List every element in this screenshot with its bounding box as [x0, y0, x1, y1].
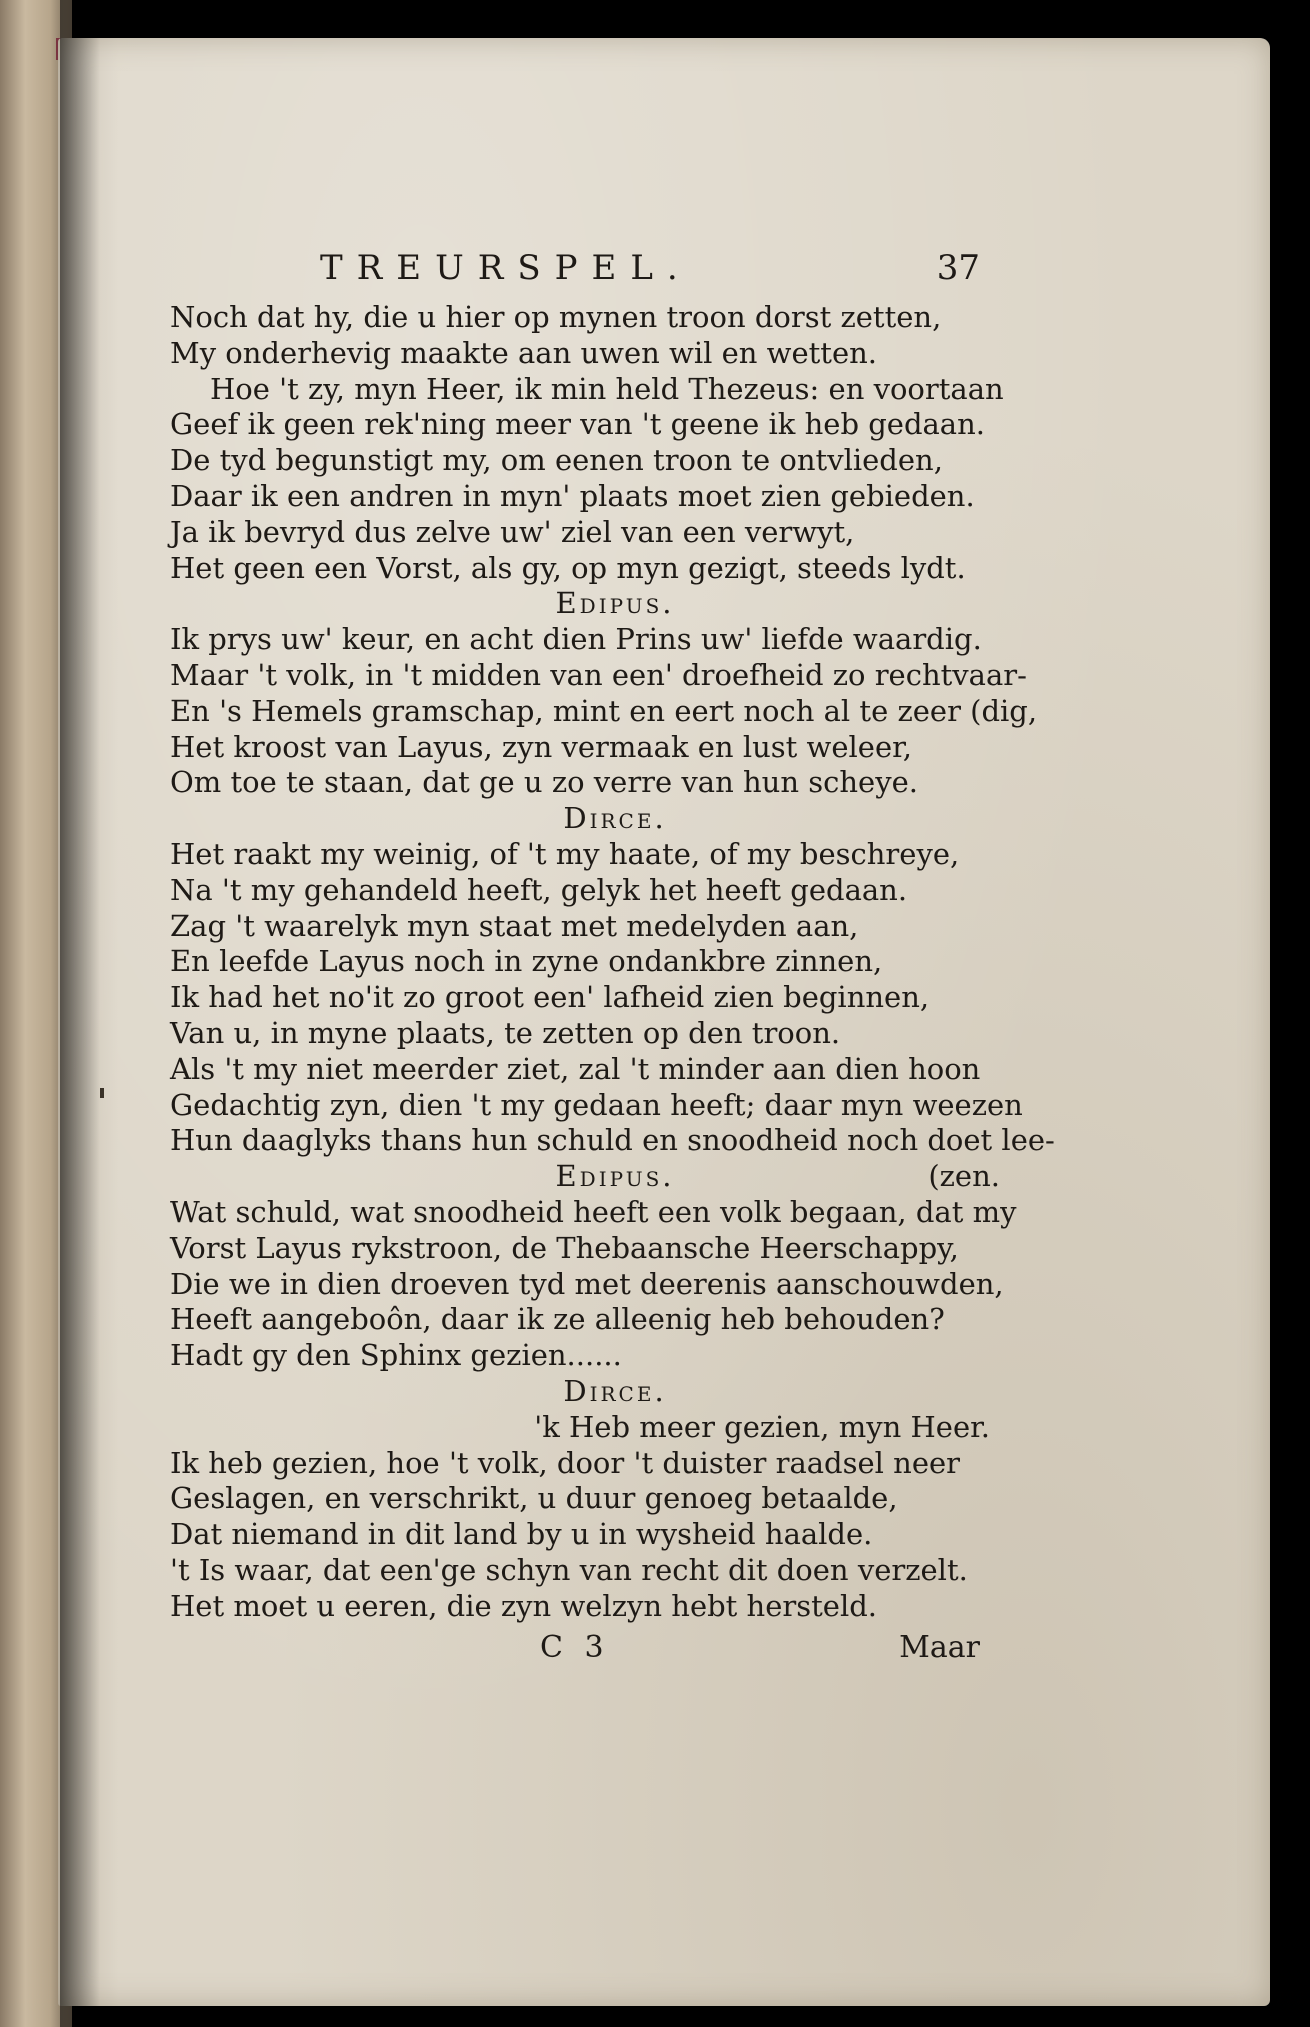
verse-line: Die we in dien droeven tyd met deerenis aanschouwden,	[170, 1266, 1004, 1301]
verse-line: Van u, in myne plaats, te zetten op den troon.	[170, 1015, 841, 1050]
speaker-name: Edipus.	[555, 1159, 675, 1194]
page-header	[170, 240, 1020, 296]
verse-line: Wat schuld, wat snoodheid heeft een volk begaan, dat my	[170, 1194, 1017, 1229]
catchword: Maar	[899, 1630, 980, 1666]
verse-line: Geslagen, en verschrikt, u duur genoeg betaalde,	[170, 1481, 898, 1516]
verse-line: 'k Heb meer gezien, myn Heer.	[534, 1409, 990, 1444]
verse-line: My onderhevig maakte aan uwen wil en wetten.	[170, 335, 878, 370]
page-number: 37	[936, 248, 980, 288]
verse-line: Daar ik een andren in myn' plaats moet zien gebieden.	[170, 478, 975, 513]
verse-line: En 's Hemels gramschap, mint en eert noch al te zeer (dig,	[170, 693, 1038, 728]
speaker-name: Dirce.	[563, 801, 667, 836]
verse-line: Ik prys uw' keur, en acht dien Prins uw' liefde waardig.	[170, 622, 982, 657]
verse-line: Ik heb gezien, hoe 't volk, door 't duister raadsel neer	[170, 1445, 961, 1480]
verse-line: Heeft aangeboôn, daar ik ze alleenig heb behouden?	[170, 1302, 945, 1337]
verse-line: Hun daaglyks thans hun schuld en snoodheid noch doet lee-	[170, 1123, 1055, 1158]
verse-line: Hadt gy den Sphinx gezien......	[170, 1338, 622, 1373]
turnover-text: (zen.	[928, 1159, 1000, 1194]
gutter-shadow	[60, 0, 100, 2027]
verse-line: Om toe te staan, dat ge u zo verre van hun scheye.	[170, 765, 918, 800]
verse-line: Het moet u eeren, die zyn welzyn hebt hersteld.	[170, 1588, 878, 1623]
verse-line: Ik had het no'it zo groot een' lafheid zien beginnen,	[170, 980, 930, 1015]
verse-line: Het raakt my weinig, of 't my haate, of my beschreye,	[170, 836, 960, 871]
verse-line: Ja ik bevryd dus zelve uw' ziel van een verwyt,	[170, 514, 855, 549]
verse-line: Noch dat hy, die u hier op mynen troon dorst zetten,	[170, 300, 942, 334]
verse-line: Geef ik geen rek'ning meer van 't geene ik heb gedaan.	[170, 407, 985, 442]
verse-line: Dat niemand in dit land by u in wysheid haalde.	[170, 1517, 873, 1552]
running-title: TREURSPEL.	[320, 248, 692, 288]
verse-line: Maar 't volk, in 't midden van een' droefheid zo rechtvaar-	[170, 657, 1027, 692]
verse-line: Het geen een Vorst, als gy, op myn gezigt, steeds lydt.	[170, 550, 966, 585]
verse-line: Het kroost van Layus, zyn vermaak en lust weleer,	[170, 729, 913, 764]
signature-mark: C 3	[540, 1630, 610, 1666]
verse-line: Na 't my gehandeld heeft, gelyk het heeft gedaan.	[170, 872, 908, 907]
page-footer	[170, 1628, 1020, 1668]
verse-line: De tyd begunstigt my, om eenen troon te ontvlieden,	[170, 443, 943, 478]
margin-mark	[100, 1088, 104, 1098]
speaker-name: Edipus.	[555, 586, 675, 621]
speaker-name: Dirce.	[563, 1373, 667, 1408]
verse-line: Gedachtig zyn, dien 't my gedaan heeft; daar myn weezen	[170, 1087, 1023, 1122]
speaker-row	[170, 1159, 1020, 1195]
verse-line: Vorst Layus rykstroon, de Thebaansche Heerschappy,	[170, 1230, 959, 1265]
page-text	[170, 240, 1055, 1668]
verse-line: Hoe 't zy, myn Heer, ik min held Thezeus: en voortaan	[210, 371, 1004, 406]
verse-line: En leefde Layus noch in zyne ondankbre zinnen,	[170, 944, 883, 979]
verse-line: Zag 't waarelyk myn staat met medelyden aan,	[170, 908, 859, 943]
verse-line: Als 't my niet meerder ziet, zal 't minder aan dien hoon	[170, 1051, 981, 1086]
verse-line: 't Is waar, dat een'ge schyn van recht dit doen verzelt.	[170, 1552, 968, 1587]
